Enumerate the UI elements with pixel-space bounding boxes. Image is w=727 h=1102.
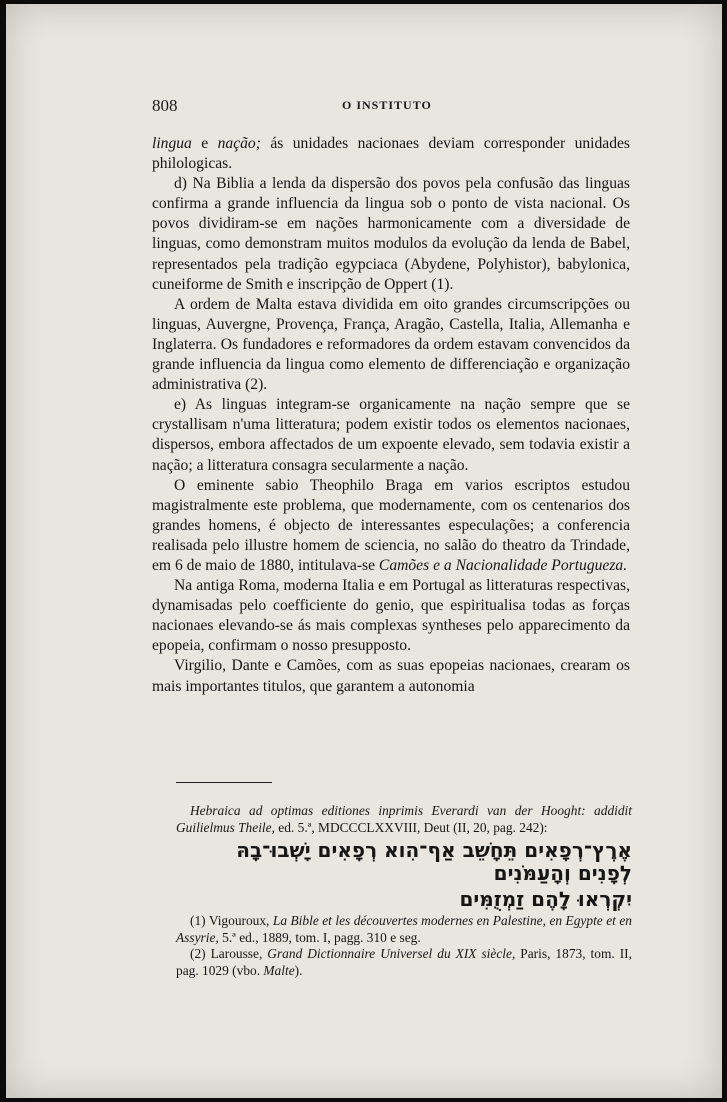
hebraica-citation	[176, 803, 632, 836]
paragraph-5	[152, 476, 630, 576]
footnote-divider	[176, 782, 272, 783]
italic-title-camoes: Camões e a Nacionalidade Portugueza.	[378, 556, 628, 574]
italic-title: La Bible et les découvertes modernes en Palestine, en Egypte et en Assyrie,	[176, 913, 632, 945]
paragraph-4: e) As linguas integram-se organicamente na nação sempre que se crystallisam n'uma litteratura; podem existir todos os elementos nacionaes, dispersos, embora affectados de um expoente elevado, sem todavia existir a nação; a litteratura consagra secularmente a nação.	[152, 396, 630, 474]
book-page	[6, 4, 722, 1098]
footnotes	[176, 803, 632, 979]
hebrew-verse-line-1: אֶרֶץ־רְפָאִים תֵּחָשֵׁב אַף־הִוא רְפָאִים יָשְׁבוּ־בָהּ לְפָנִים וְהָעַמֹּנִים	[236, 838, 632, 885]
running-head: O INSTITUTO	[342, 98, 432, 112]
text-run: e	[191, 135, 218, 152]
italic-title: Grand Dictionnaire Universel du XIX siècle,	[267, 946, 516, 961]
footnote-1	[176, 913, 632, 946]
text-run: ed. 5.ª, MDCCCLXXVIII, Deut (II, 20, pag. 242):	[274, 819, 548, 835]
paragraph-2: d) Na Biblia a lenda da dispersão dos povos pela confusão das linguas confirma a grande influencia da lingua sob o ponto de vista nacional. Os povos dividiram-se em nações harmonicamente com a diversidade de linguas, como demonstram muitos modulos da evolução da lenda de Babel, representados pela tradição egypciaca (Abydene, Polyhistor), babylonica, cuneiforme de Smith e inscripção de Oppert (1).	[152, 175, 630, 293]
italic-term: Malte	[263, 962, 295, 978]
paragraph-6: Na antiga Roma, moderna Italia e em Portugal as litteraturas respectivas, dynamisadas pelo coefficiente do genio, que espiritualisa todas as forças nacionaes elevando-se ás mais complexas syntheses pelo apparecimento da epopeia, confirmam o nosso presupposto.	[152, 577, 630, 655]
text-run: Paris, 1873, tom. II, pag. 1029 (vbo.	[176, 946, 632, 978]
text-run: (1) Vigouroux,	[190, 913, 273, 928]
italic-term-nacao: nação;	[217, 135, 261, 152]
main-text	[152, 134, 630, 697]
text-run: 5.ª ed., 1889, tom. I, pagg. 310 e seg.	[218, 929, 421, 945]
hebrew-verse-line-2: יִקְרְאוּ לָהֶם זַמְזֻמִּים	[459, 887, 632, 911]
footnote-2	[176, 946, 632, 979]
paragraph-3: A ordem de Malta estava dividida em oito grandes circumscripções ou linguas, Auvergne, Provença, França, Aragão, Castella, Italia, Allemanha e Inglaterra. Os fundadores e reformadores da ordem estavam convencidos da grande influencia da lingua como elemento de differenciação e organização administrativa (2).	[152, 295, 630, 394]
text-run: ás unidades nacionaes deviam corresponder unidades philologicas.	[152, 135, 631, 173]
text-run: O eminente sabio Theophilo Braga em varios escriptos estudou magistralmente este problema, que modernamente, com os centenarios dos grandes homens, é objecto de interessantes especulações; a conferencia realisada pelo illustre homem de sciencia, no salão do theatro da Trindade, em 6 de maio de 1880, intitulava-se	[152, 476, 630, 574]
text-run: ).	[294, 962, 303, 978]
paragraph-7: Virgilio, Dante e Camões, com as suas epopeias nacionaes, crearam os mais importantes titulos, que garantem a autonomia	[152, 657, 630, 695]
paragraph-1	[152, 134, 630, 174]
italic-term-lingua: lingua	[152, 135, 192, 152]
text-run: (2) Larousse,	[190, 946, 268, 961]
page-number: 808	[152, 96, 178, 115]
page-header	[152, 96, 632, 118]
italic-citation: Hebraica ad optimas editiones inprimis Everardi van der Hooght: addidit Guilielmus Theile,	[176, 803, 632, 835]
